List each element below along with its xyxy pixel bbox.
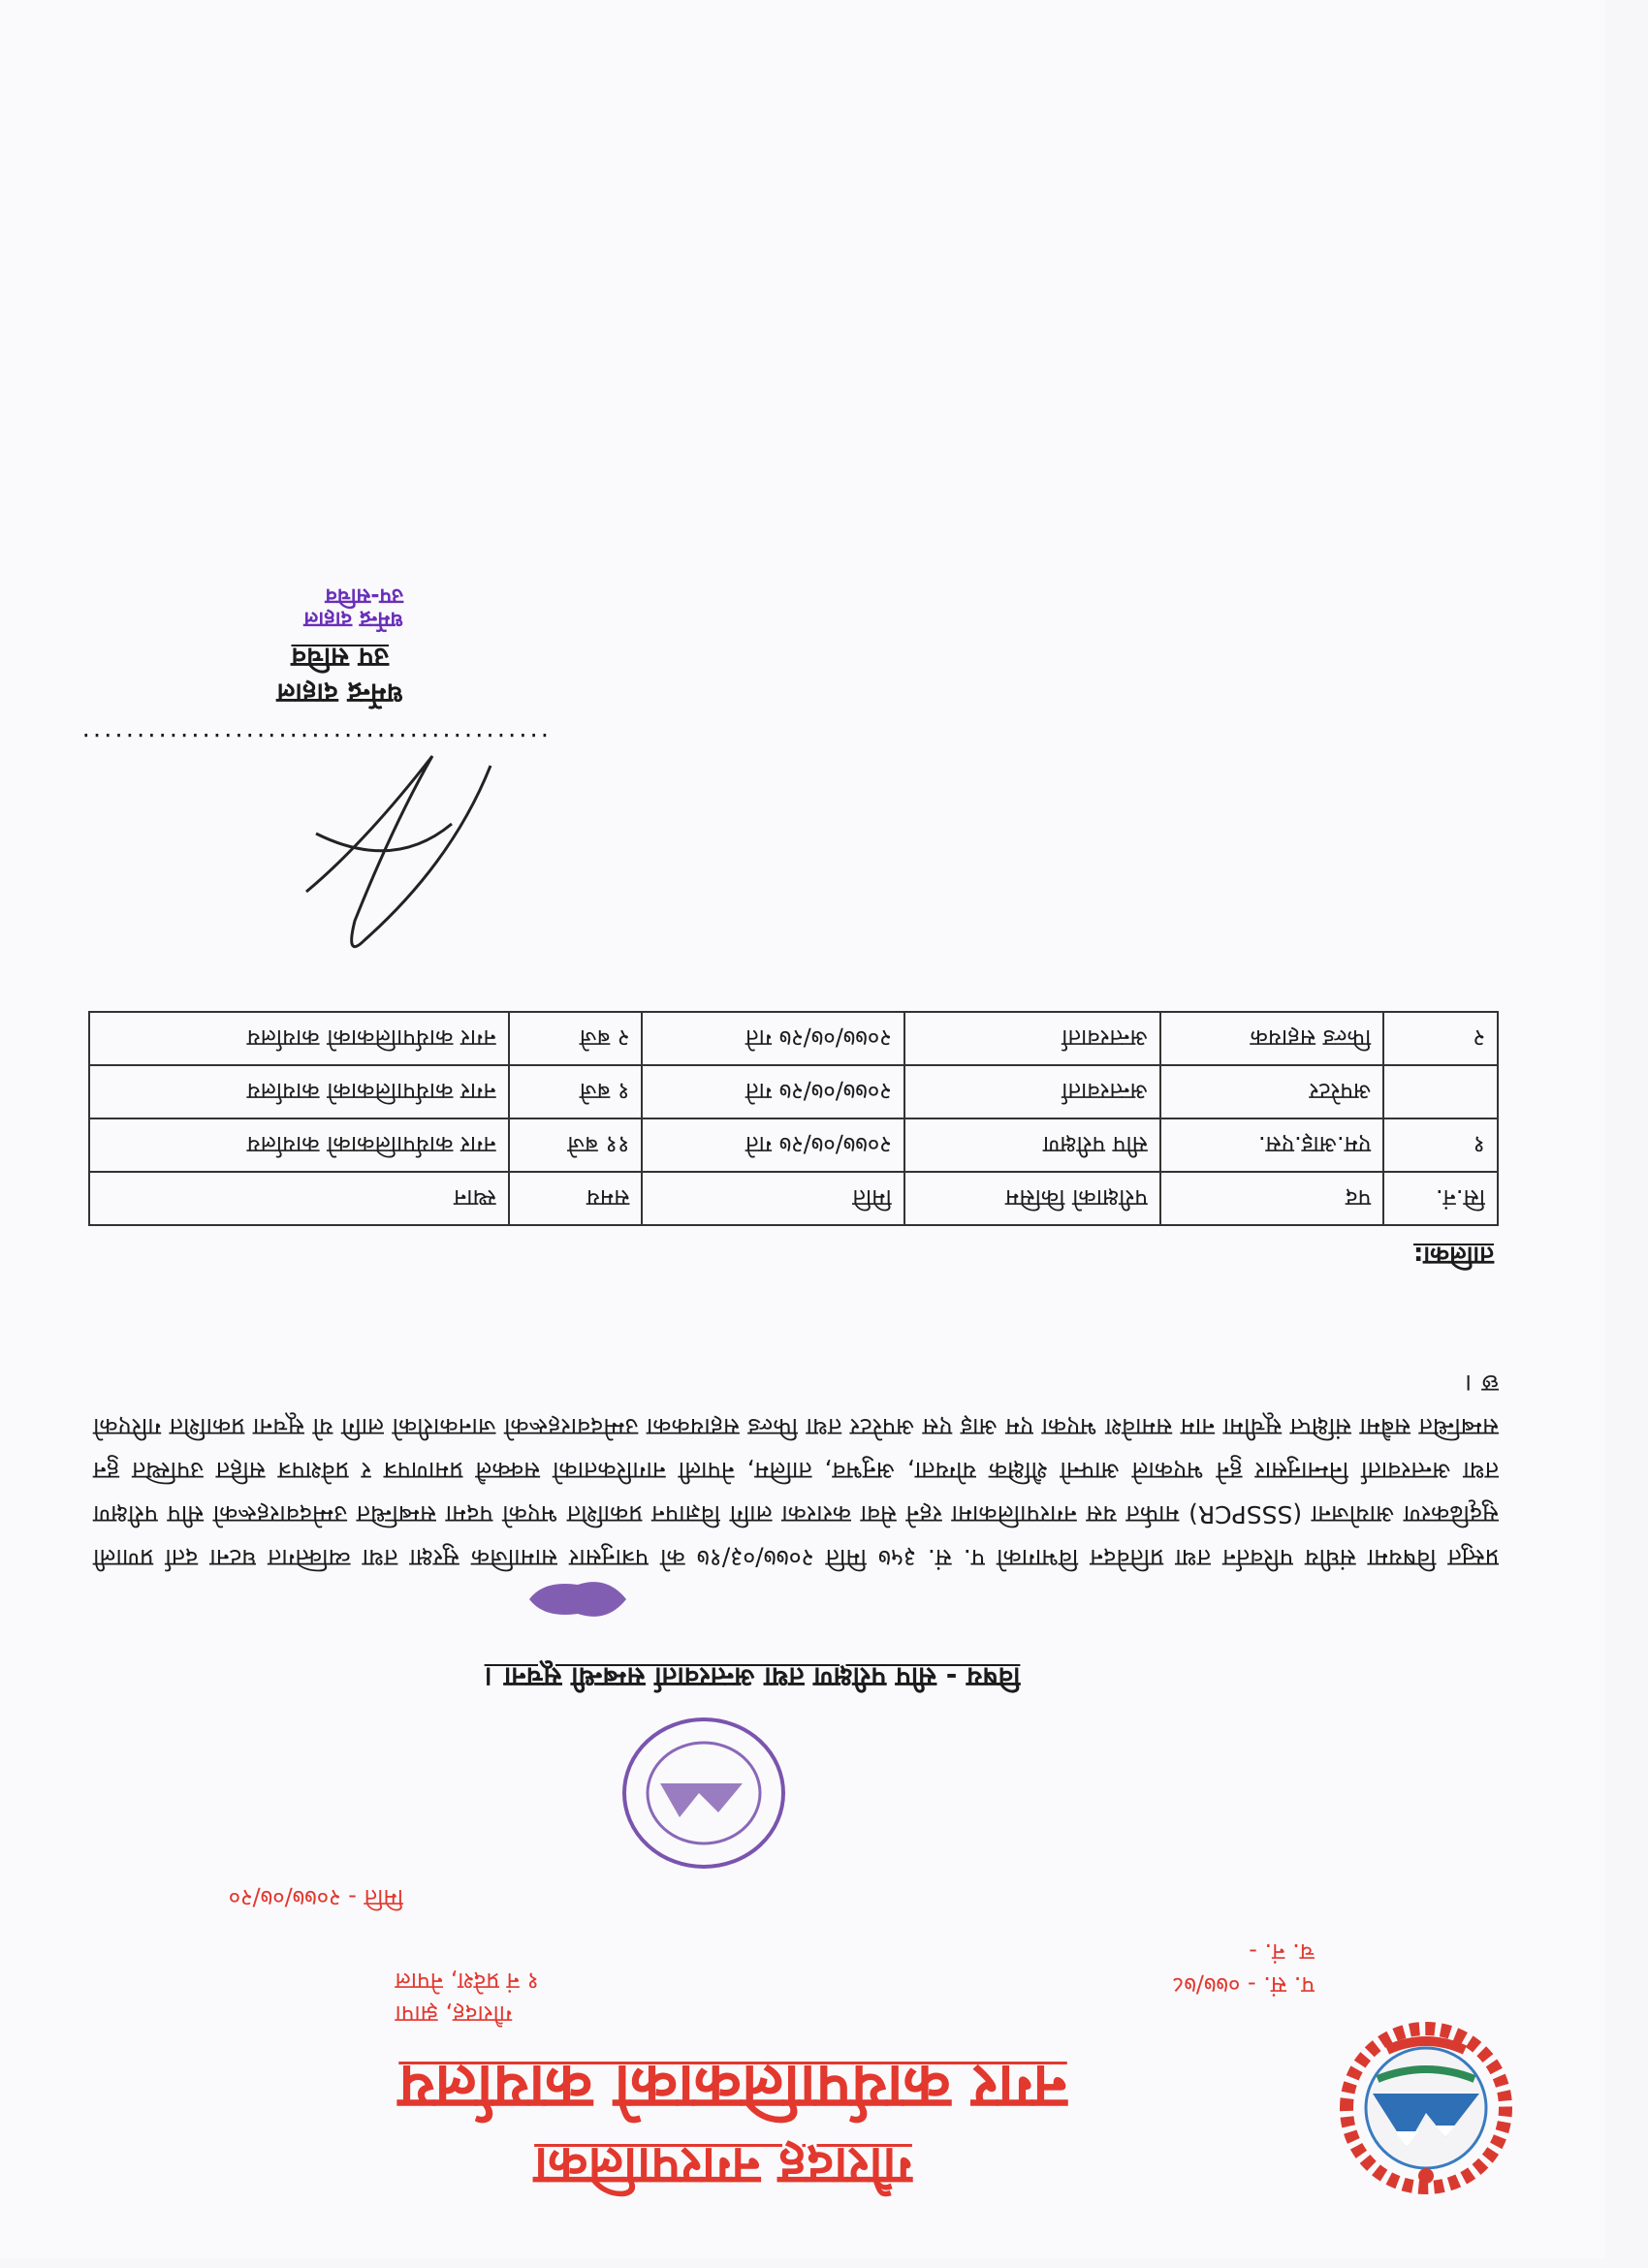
signature-icon (277, 746, 510, 979)
address (396, 1965, 539, 2031)
cell-date: २०७७/०७/२७ गते (642, 1012, 903, 1065)
dispatch-number: च. नं. - (1249, 1938, 1315, 1966)
header-cell: सि.नं. (1383, 1172, 1498, 1225)
address-line-2: १ नं प्रदेश, नेपाल (395, 1968, 539, 1995)
address-line-1: गौरादह, झापा (395, 2000, 513, 2028)
office-stamp-icon (617, 1711, 791, 1875)
header-cell: पद (1160, 1172, 1383, 1225)
cell-date: २०७७/०७/२७ गते (642, 1065, 903, 1118)
signature-line: ........................................... (79, 727, 549, 756)
cell-sn: २ (1383, 1012, 1498, 1065)
cell-exam-type: अन्तरवार्ता (904, 1012, 1160, 1065)
table-row (89, 1118, 1498, 1172)
signer-name: धर्मेन्द्र दाहाल (276, 677, 403, 709)
cell-post: फिल्ड सहायक (1160, 1012, 1383, 1065)
cell-time: १ बजे (509, 1065, 643, 1118)
subject-line: विषय - सीप परीक्षण तथा अन्तरवार्ता सम्बन्धी सूचना । (484, 1661, 1021, 1693)
stamp-post: उप-सचिव (325, 583, 403, 608)
header-cell: मिति (642, 1172, 903, 1225)
schedule-label: तालिका: (1412, 1241, 1494, 1270)
cell-post: एम.आइ.एस. (1160, 1118, 1383, 1172)
reference-block (1172, 1936, 1315, 2001)
cell-post: अपरेटर (1160, 1065, 1383, 1118)
cell-exam-type: अन्तरवार्ता (904, 1065, 1160, 1118)
header-cell: स्थान (89, 1172, 509, 1225)
schedule-table (88, 1011, 1499, 1226)
header-cell: परीक्षाको किसिम (904, 1172, 1160, 1225)
notice-body: प्रस्तुत विषयमा संघीय परिवर्तन तथा प्रतिवेदन विभागको प. सं. ३५७ मिति २०७७/०३/१७ को पत्रानुसार सामाजिक सुरक्षा तथा व्यक्तिगत घटना दर्ता प्रणाली सुदृढिकरण आयोजना (SSSPCR) मार्फत यस नगरपालिकामा रहने सेवा करारका लागि विज्ञापन प्रकाशित भएको पदमा सम्बन्धित उम्मेदवारहरूको सीप परीक्षण तथा अन्तरवार्ता निम्नानुसार हुने भएकाले आफ्नो शैक्षिक योग्यता, अनुभव, तालिम, नेपाली नागरिकताको सक्कलै प्रमाणपत्र र प्रवेशपत्र सहित उपस्थित हुन सम्बन्धित सबैमा संक्षिप्त सूचीमा नाम समावेश भएका एम आइ एस अपरेटर तथा फिल्ड सहायकका उम्मेदवारहरूको जानकारीको लागि यो सूचना प्रकाशित गरिएको छ । (93, 1370, 1499, 1572)
cell-venue: नगर कार्यपालिकाको कार्यालय (89, 1065, 509, 1118)
cell-date: २०७७/०७/२७ गते (642, 1118, 903, 1172)
table-row (89, 1065, 1498, 1118)
cell-venue: नगर कार्यपालिकाको कार्यालय (89, 1012, 509, 1065)
cell-exam-type: सीप परीक्षण (904, 1118, 1160, 1172)
signature-block (79, 583, 549, 979)
table-header-row (89, 1172, 1498, 1225)
org-name: गौरादह नगरपालिका (534, 2136, 912, 2197)
office-name: नगर कार्यपालिकाको कार्यालय (398, 2051, 1067, 2123)
letterhead (0, 1884, 1605, 2258)
cell-time: २ बजे (509, 1012, 643, 1065)
issue-date: मिति - २०७७/०७/२० (228, 1884, 403, 1911)
cell-sn: १ (1383, 1118, 1498, 1172)
cell-time: ११ बजे (509, 1118, 643, 1172)
nepal-emblem-icon (1329, 2011, 1523, 2205)
ref-number: प. सं. - ०७७/७८ (1171, 1971, 1315, 1999)
table-row (89, 1012, 1498, 1065)
cell-sn (1383, 1065, 1498, 1118)
signature-stamp (303, 583, 403, 630)
cell-venue: नगर कार्यपालिकाको कार्यालय (89, 1118, 509, 1172)
stamp-name: धर्मेन्द्र दाहाल (303, 607, 403, 631)
signer-post: उप सचिव (291, 642, 389, 674)
header-cell: समय (509, 1172, 643, 1225)
